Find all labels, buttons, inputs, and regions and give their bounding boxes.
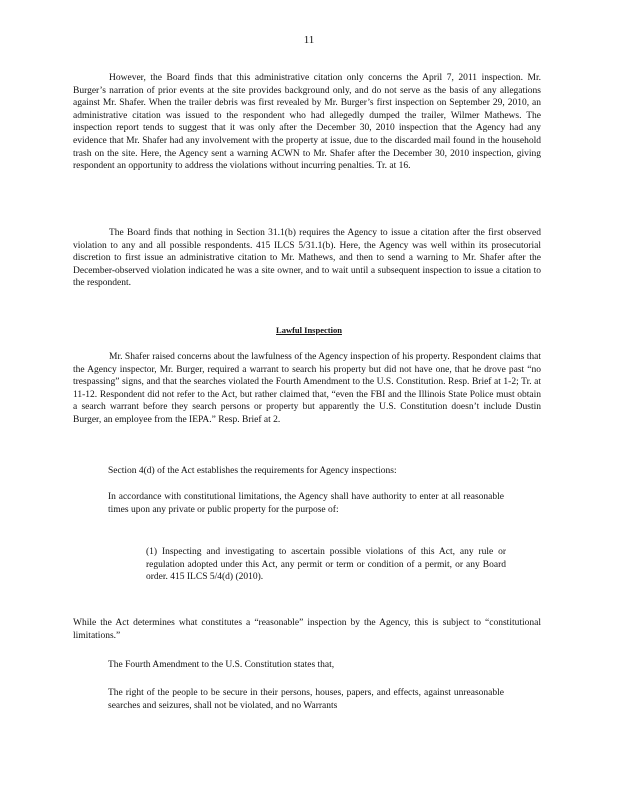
- paragraph-section-31-1b: The Board finds that nothing in Section 31.1(b) requires the Agency to issue a citation after the first observed violation to any and all possible respondents. 415 ILCS 5/31.1(b). Here, the Agency was well within its prosecutorial discretion to first issue an administrative citation to Mr. Mathews, and then to send a warning to Mr. Shafer after the December-observed violation indicated he was a site owner, and to wait until a subsequent inspection to issue a citation to the respondent.: [73, 228, 541, 289]
- page-number: 11: [303, 34, 315, 46]
- paragraph-citation-scope: However, the Board finds that this administrative citation only concerns the April 7, 2011 inspection. Mr. Burger’s narration of prior events at the site provides background only, and do not serve as the basis of any allegations against Mr. Shafer. When the trailer debris was first revealed by Mr. Burger’s first inspection on September 29, 2010, an administrative citation was issued to the respondent who had allegedly dumped the trailer, Wilmer Mathews. The inspection report tends to suggest that it was only after the December 30, 2010 inspection that the Agency had any evidence that Mr. Shafer had any involvement with the property at issue, due to the discarded mail found in the household trash on the site. Here, the Agency sent a warning ACWN to Mr. Shafer after the December 30, 2010 inspection, giving respondent an opportunity to address the violations without incurring penalties. Tr. at 16.: [73, 73, 541, 172]
- quote-section-4d: In accordance with constitutional limitations, the Agency shall have authority to enter at all reasonable times upon any private or public property for the purpose of:: [108, 492, 504, 515]
- paragraph-lawfulness-concerns: Mr. Shafer raised concerns about the lawfulness of the Agency inspection of his property. Respondent claims that the Agency inspector, Mr. Burger, required a warrant to search his property but did not have one, that he drove past “no trespassing” signs, and that the searches violated the Fourth Amendment to the U.S. Constitution. Resp. Brief at 1-2; Tr. at 11-12. Respondent did not refer to the Act, but rather claimed that, “even the FBI and the Illinois State Police must obtain a search warrant before they search persons or property but apparently the U.S. Constitution doesn’t include Dustin Burger, an employee from the IEPA.” Resp. Brief at 2.: [73, 352, 541, 425]
- paragraph-section-4d-intro: Section 4(d) of the Act establishes the requirements for Agency inspections:: [108, 466, 397, 476]
- section-heading: [0, 325, 618, 335]
- heading-text: Lawful Inspection: [276, 325, 342, 335]
- paragraph-fourth-amendment-intro: The Fourth Amendment to the U.S. Constitution states that,: [108, 660, 335, 670]
- quote-item-1: (1) Inspecting and investigating to ascertain possible violations of this Act, any rule or regulation adopted under this Act, any permit or term or condition of a permit, or any Board order. 415 ILCS 5/4(d) (2010).: [146, 547, 506, 583]
- paragraph-reasonable-inspection: While the Act determines what constitutes a “reasonable” inspection by the Agency, this is subject to “constitutional limitations.”: [73, 618, 541, 641]
- quote-fourth-amendment: The right of the people to be secure in their persons, houses, papers, and effects, against unreasonable searches and seizures, shall not be violated, and no Warrants: [108, 688, 504, 711]
